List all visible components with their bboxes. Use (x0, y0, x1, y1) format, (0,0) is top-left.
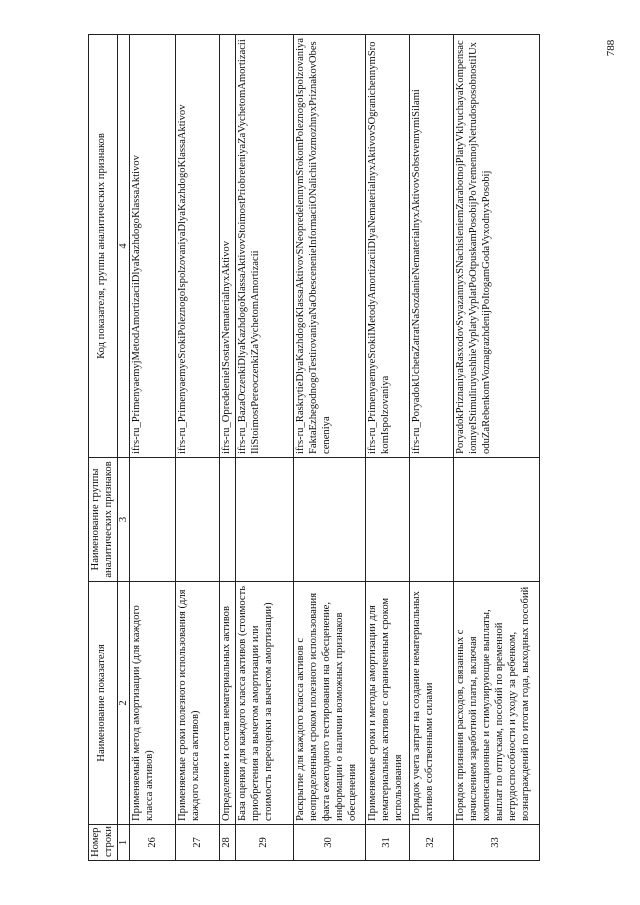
table-row (220, 35, 236, 861)
group-name (410, 458, 454, 582)
column-index: 3 (117, 458, 130, 582)
table-row (176, 35, 220, 861)
indicator-name: База оценки для каждого класса активов (стоимость приобретения за вычетом амортизации или стоимость переоценки за вычетом амортизации) (236, 582, 294, 825)
indicator-name: Определение и состав нематериальных активов (220, 582, 236, 825)
indicator-name: Применяемые сроки полезного использования (для каждого класса активов) (176, 582, 220, 825)
row-number: 29 (236, 825, 294, 861)
row-number: 27 (176, 825, 220, 861)
indicator-code: ifrs-ru_RaskrytieDlyaKazhdogoKlassaAktivovSNeopredelennymSrokomPoleznogoIspolzovaniyaFaktaEzhegodnogoTestirovaniyaNaObescenenieInformaciiONalichiiVozmozhnyxPriznakovObesceneniya (294, 35, 366, 458)
rotated-page (88, 35, 558, 861)
row-number: 33 (454, 825, 540, 861)
table-row (130, 35, 176, 861)
header-row-number: Номер строки (89, 825, 118, 861)
indicator-name: Порядок признания расходов, связанных с начислением заработной платы, включая компенсационные и стимулирующие выплаты, выплат по отпускам, пособий по временной нетрудоспособности и уходу за ребенком, вознаграждений по итогам года, выходных пособий (454, 582, 540, 825)
header-group-name: Наименование группы аналитических признаков (89, 458, 118, 582)
row-number: 32 (410, 825, 454, 861)
row-number: 28 (220, 825, 236, 861)
indicator-name: Применяемый метод амортизации (для каждого класса активов) (130, 582, 176, 825)
indicator-code: PoryadokPriznaniyaRasxodovSvyazannyxSNachisleniemZarabotnojPlatyVklyuchayaKompensacionnyeIStimuliruyushhieVyplatyVyplatPoOtpuskamPosobijPoVremennojNetrudosposobnostiIUxoduZaRebenkomVoznagrazhdenijPoItogamGodaVyxodnyxPosobij (454, 35, 540, 458)
indicator-code: ifrs-ru_OpredelenieISostavNematerialnyxAktivov (220, 35, 236, 458)
table-row (454, 35, 540, 861)
group-name (220, 458, 236, 582)
column-index-row (117, 35, 130, 861)
page-number: 788 (605, 39, 617, 57)
indicator-code: ifrs-ru_PoryadokUchetaZatratNaSozdanieNematerialnyxAktivovSobstvennymiSilami (410, 35, 454, 458)
indicator-code: ifrs-ru_BazaOczenkiDlyaKazhdogoKlassaAktivovStoimostPriobreteniyaZaVychetomAmortizaciiIliStoimostPereoczenkiZaVychetomAmortizacii (236, 35, 294, 458)
group-name (130, 458, 176, 582)
column-index: 1 (117, 825, 130, 861)
group-name (366, 458, 410, 582)
table-row (410, 35, 454, 861)
table-row (236, 35, 294, 861)
table-row (294, 35, 366, 861)
header-code: Код показателя, группы аналитических признаков (89, 35, 118, 458)
indicator-name: Порядок учета затрат на создание нематериальных активов собственными силами (410, 582, 454, 825)
group-name (294, 458, 366, 582)
group-name (176, 458, 220, 582)
indicators-table (88, 34, 540, 861)
row-number: 26 (130, 825, 176, 861)
header-indicator-name: Наименование показателя (89, 582, 118, 825)
group-name (454, 458, 540, 582)
column-index: 2 (117, 582, 130, 825)
indicator-code: ifrs-ru_PrimenyaemyjMetodAmortizaciiDlyaKazhdogoKlassaAktivov (130, 35, 176, 458)
indicator-code: ifrs-ru_PrimenyaemyeSrokiPoleznogoIspolzovaniyaDlyaKazhdogoKlassaAktivov (176, 35, 220, 458)
header-row (89, 35, 118, 861)
indicator-name: Раскрытие для каждого класса активов с неопределенным сроком полезного использования факта ежегодного тестирования на обесценение, информации о наличии возможных признаков обесценения (294, 582, 366, 825)
group-name (236, 458, 294, 582)
column-index: 4 (117, 35, 130, 458)
row-number: 31 (366, 825, 410, 861)
row-number: 30 (294, 825, 366, 861)
indicator-code: ifrs-ru_PrimenyaemyeSrokiIMetodyAmortizaciiDlyaNematerialnyxAktivovSOgranichennymSrokomIspolzovaniya (366, 35, 410, 458)
indicator-name: Применяемые сроки и методы амортизации для нематериальных активов с ограниченным сроком использования (366, 582, 410, 825)
table-row (366, 35, 410, 861)
